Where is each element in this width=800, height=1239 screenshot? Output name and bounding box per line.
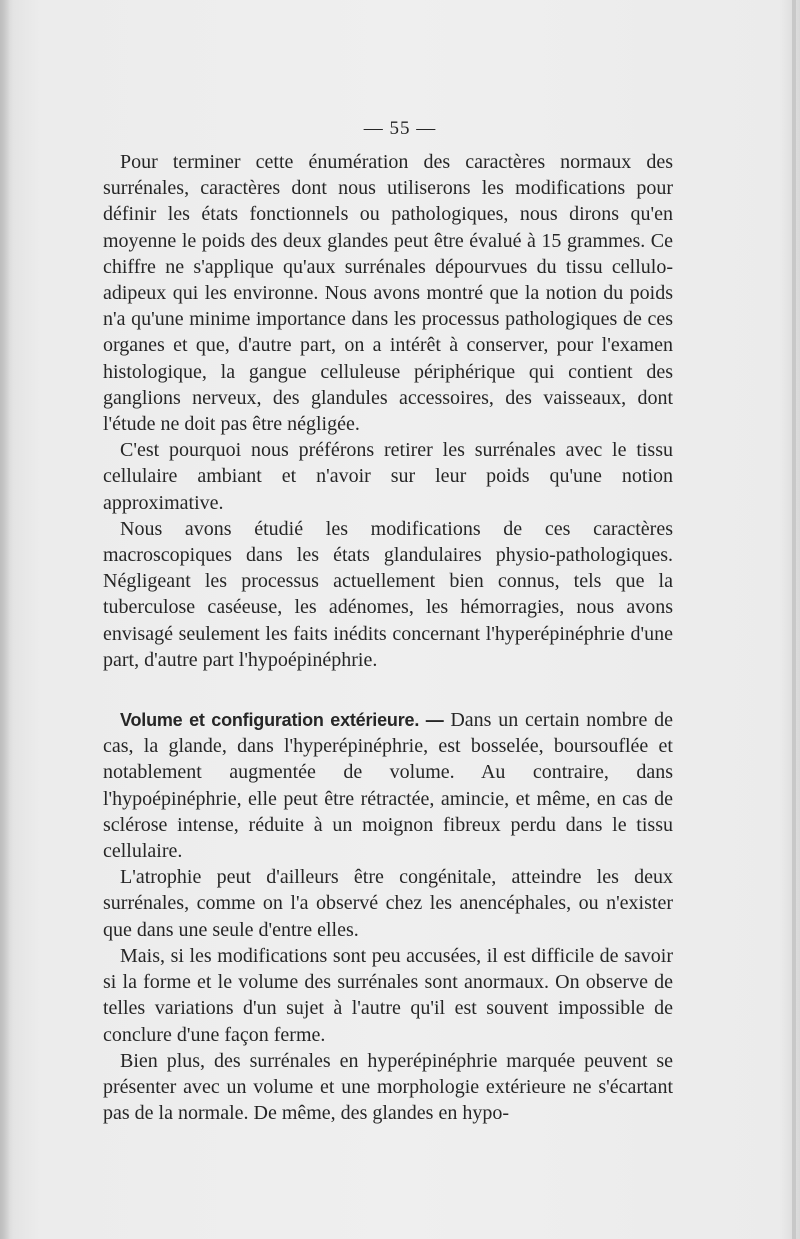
binding-shadow: [0, 0, 10, 1239]
page-number: — 55 —: [363, 118, 437, 139]
section-first-paragraph: [103, 707, 673, 864]
paragraph: Mais, si les modifications sont peu accusées, il est difficile de savoir si la forme et le volume des surrénales sont anormaux. On observe de telles variations d'un sujet à l'autre qu'il est souvent impossible de conclure d'une façon ferme.: [103, 944, 673, 1046]
section-first-paragraph-text: Dans un certain nombre de cas, la glande, dans l'hyperépinéphrie, est bosselée, boursouflée et notablement augmentée de volume. Au contraire, dans l'hypoépinéphrie, elle peut être rétractée, amincie, et même, en cas de sclérose intense, réduite à un moignon fibreux perdu dans le tissu cellulaire.: [103, 709, 674, 863]
paragraph: Pour terminer cette énumération des caractères normaux des surrénales, caractères dont nous utiliserons les modifications pour définir les états fonctionnels ou pathologiques, nous dirons qu'en moyenne le poids des deux glandes peut être évalué à 15 grammes. Ce chiffre ne s'applique qu'aux surrénales dépourvues du tissu cellulo-adipeux qui les environne. Nous avons montré que la notion du poids n'a qu'une minime importance dans les processus pathologiques de ces organes et que, d'autre part, on a intérêt à conserver, pour l'examen histologique, la gangue celluleuse périphérique qui contient des ganglions nerveux, des glandules accessoires, des vaisseaux, dont l'étude ne doit pas être négligée.: [103, 151, 673, 436]
page-edge-line: [792, 0, 796, 1239]
section-heading: Volume et configuration extérieure. —: [120, 710, 444, 731]
paragraph: C'est pourquoi nous préférons retirer les surrénales avec le tissu cellulaire ambiant et n'avoir sur leur poids qu'une notion approximative.: [103, 439, 673, 514]
paragraph: Nous avons étudié les modifications de ces caractères macroscopiques dans les états glandulaires physio-pathologiques. Négligeant les processus actuellement bien connus, tels que la tuberculose caséeuse, les adénomes, les hémorragies, nous avons envisagé seulement les faits inédits concernant l'hyperépinéphrie d'une part, d'autre part l'hypoépinéphrie.: [103, 517, 673, 671]
paragraph: Bien plus, des surrénales en hyperépinéphrie marquée peuvent se présenter avec un volume et une morphologie extérieure ne s'écartant pas de la normale. De même, des glandes en hypo-: [103, 1049, 673, 1125]
body-text: [103, 149, 673, 1126]
paragraph: L'atrophie peut d'ailleurs être congénitale, atteindre les deux surrénales, comme on l'a observé chez les anencéphales, ou n'exister que dans une seule d'entre elles.: [103, 866, 673, 941]
